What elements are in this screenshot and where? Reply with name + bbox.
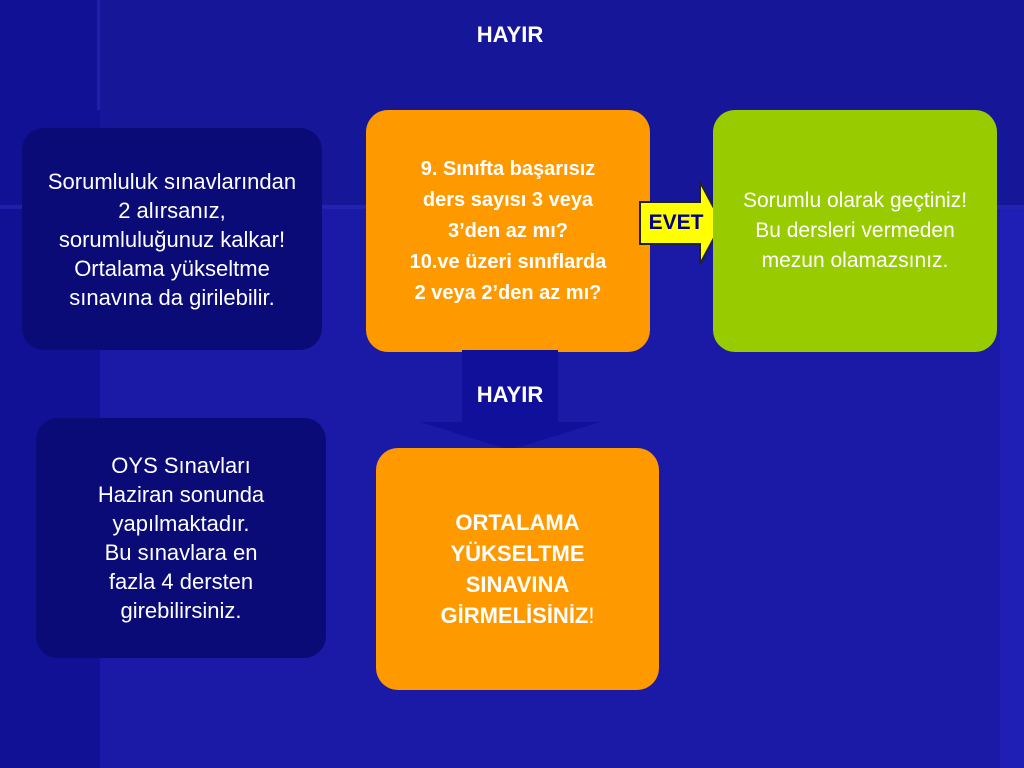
- yes-result-box: [713, 110, 997, 352]
- question-line: 3’den az mı?: [447, 219, 569, 242]
- question-line: ders sayısı 3 veya: [422, 188, 594, 211]
- ortalama-result-box: [376, 448, 659, 690]
- yes-line: Bu dersleri vermeden: [755, 219, 955, 242]
- evet-label: EVET: [648, 211, 704, 234]
- oys-line: Haziran sonunda: [97, 482, 265, 507]
- question-line: 2 veya 2’den az mı?: [414, 281, 602, 304]
- result-line: YÜKSELTME: [450, 541, 585, 566]
- middle-hayir-label: HAYIR: [476, 382, 544, 407]
- result-line: GİRMELİSİNİZ: [440, 603, 589, 628]
- oys-line: OYS Sınavları: [111, 453, 251, 478]
- left-note-line: Sorumluluk sınavlarından: [47, 168, 297, 194]
- question-line: 9. Sınıfta başarısız: [420, 157, 596, 180]
- left-note-line: sorumluluğunuz kalkar!: [58, 226, 286, 252]
- left-note-line: sınavına da girilebilir.: [69, 284, 275, 310]
- result-suffix: !: [588, 603, 595, 628]
- result-line: SINAVINA: [465, 572, 570, 597]
- result-line-last: [440, 600, 594, 631]
- question-box: [366, 110, 650, 352]
- background-vertical-line: [97, 0, 100, 110]
- result-line: ORTALAMA: [455, 510, 580, 535]
- background-right-strip: [1000, 209, 1024, 768]
- sorumluluk-note: [22, 128, 322, 350]
- left-note-line: 2 alırsanız,: [118, 197, 226, 223]
- yes-line: mezun olamazsınız.: [761, 249, 949, 272]
- left-note-line: Ortalama yükseltme: [74, 255, 270, 281]
- top-hayir-label: HAYIR: [476, 22, 544, 47]
- oys-line: fazla 4 dersten: [108, 569, 254, 594]
- yes-line: Sorumlu olarak geçtiniz!: [742, 189, 968, 212]
- oys-line: Bu sınavlara en: [104, 540, 258, 565]
- oys-line: yapılmaktadır.: [112, 511, 250, 536]
- oys-note: [36, 418, 326, 658]
- question-line: 10.ve üzeri sınıflarda: [409, 250, 607, 273]
- oys-line: girebilirsiniz.: [120, 598, 242, 623]
